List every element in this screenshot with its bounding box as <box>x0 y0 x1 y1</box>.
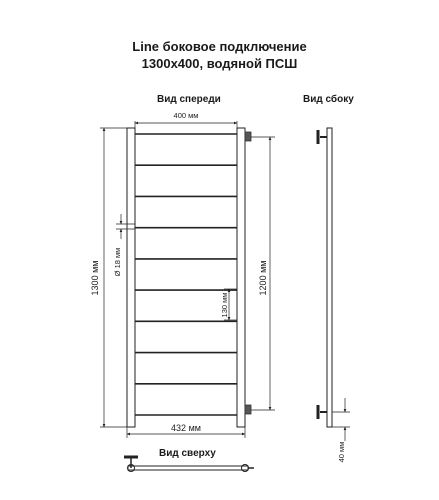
rungs <box>135 134 237 415</box>
side-rail <box>327 128 332 427</box>
top-connection-fitting <box>245 132 251 141</box>
dim-width-total-label: 432 мм <box>171 423 201 433</box>
top-view-label: Вид сверху <box>159 448 216 459</box>
bottom-connection-fitting <box>245 405 251 414</box>
dim-height-total-label: 1300 мм <box>90 260 100 296</box>
dim-offset-side-label: 40 мм <box>337 441 346 463</box>
front-view-label: Вид спереди <box>157 94 221 105</box>
top-view <box>124 457 254 472</box>
front-view <box>127 128 251 427</box>
dim-width-inner-label: 400 мм <box>173 111 199 120</box>
title-line-1: Line боковое подключение <box>132 39 307 54</box>
dim-height-connection-label: 1200 мм <box>258 260 268 296</box>
side-view-label: Вид сбоку <box>303 94 354 105</box>
dim-pipe-diameter <box>116 214 135 239</box>
dim-rung-spacing-label: 130 мм <box>220 292 229 318</box>
dim-height-total <box>100 128 127 427</box>
dim-pipe-diameter-label: Ø 18 мм <box>113 247 122 277</box>
right-rail <box>237 128 245 427</box>
left-rail <box>127 128 135 427</box>
dim-width-inner <box>135 121 237 128</box>
title-line-2: 1300х400, водяной ПСШ <box>141 56 298 71</box>
side-view <box>318 128 332 427</box>
dim-offset-side <box>332 398 350 441</box>
top-view-body <box>128 466 248 470</box>
